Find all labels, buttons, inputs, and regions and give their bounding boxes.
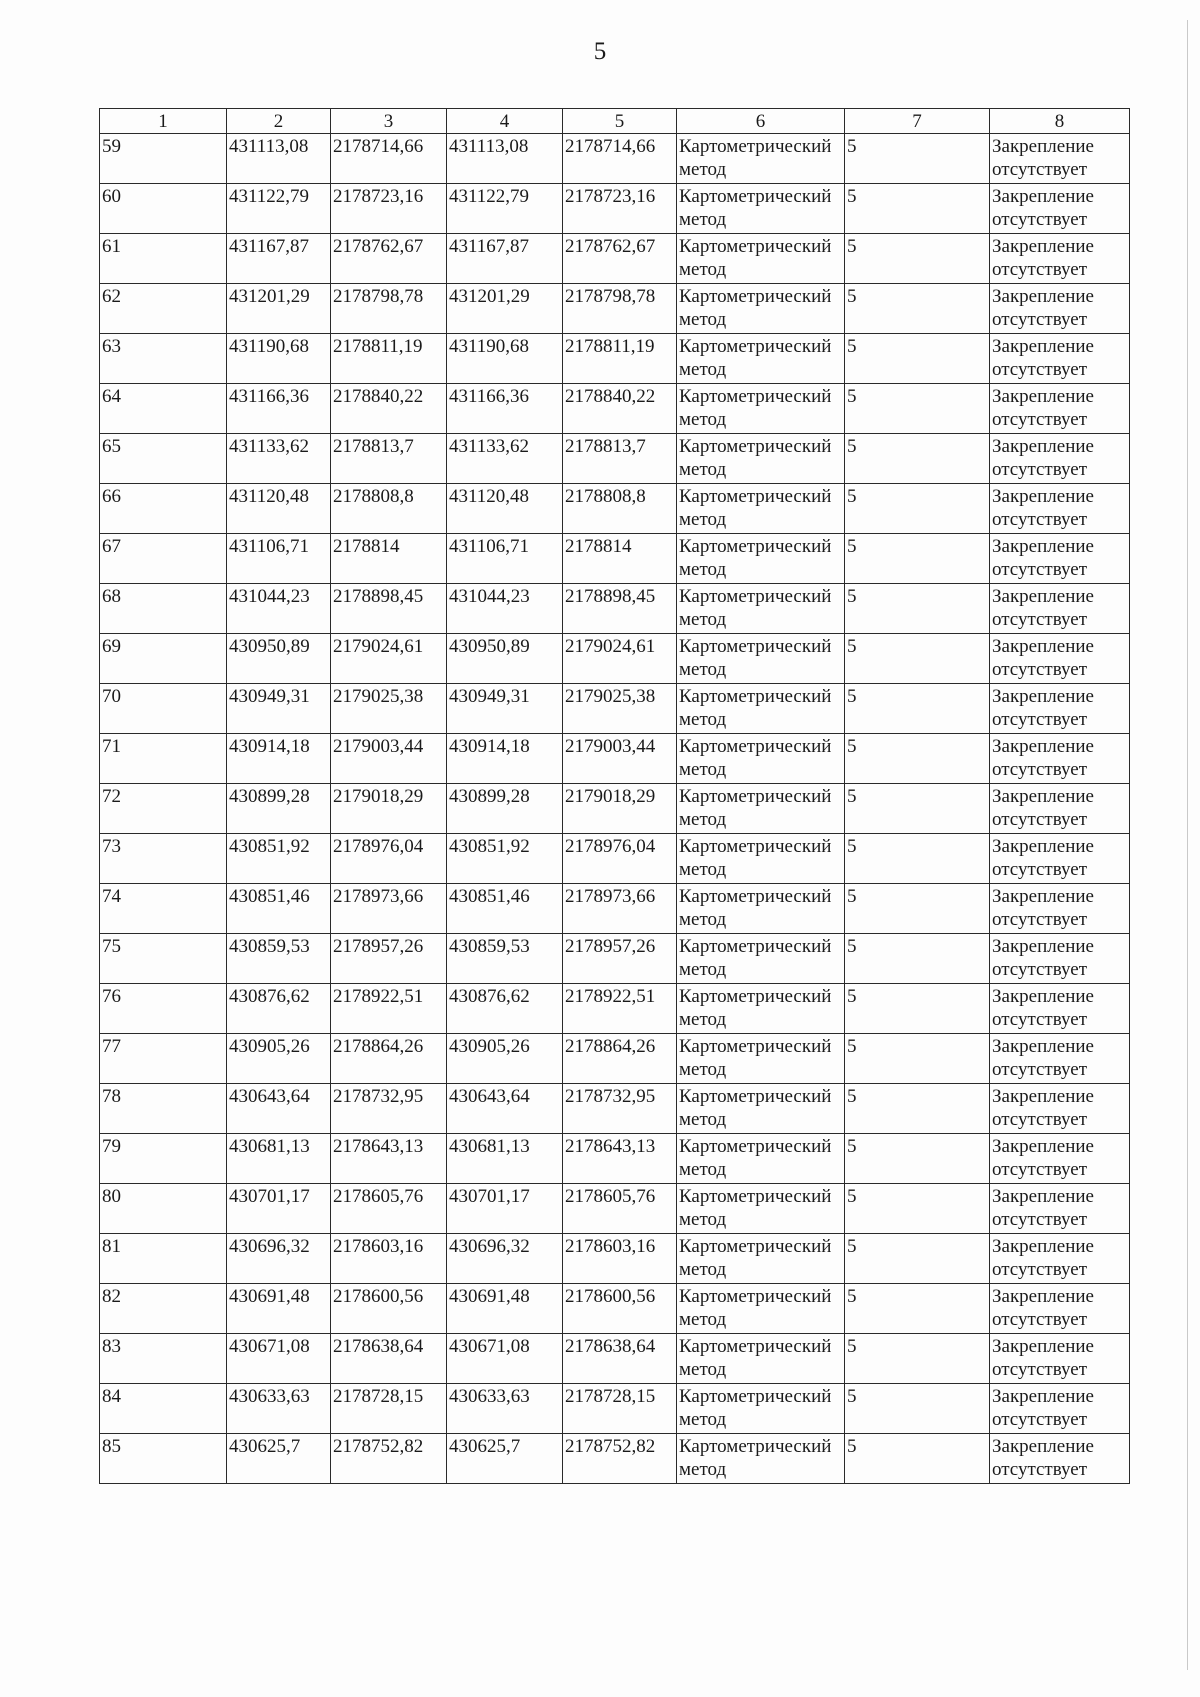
- table-cell-col-6-method: Картометрический метод: [677, 684, 845, 734]
- table-cell-col-5-y: 2178643,13: [563, 1134, 677, 1184]
- table-cell-col-3-y: 2178811,19: [331, 334, 447, 384]
- table-cell-col-6-method: Картометрический метод: [677, 834, 845, 884]
- table-cell-col-1-number: 69: [100, 634, 227, 684]
- table-cell-col-3-y: 2178973,66: [331, 884, 447, 934]
- table-cell-col-2-x: 431190,68: [227, 334, 331, 384]
- table-cell-col-2-x: 430851,46: [227, 884, 331, 934]
- table-cell-col-3-y: 2178976,04: [331, 834, 447, 884]
- scan-edge-line: [1187, 20, 1188, 1670]
- table-cell-col-5-y: 2178798,78: [563, 284, 677, 334]
- table-cell-col-4-x: 431190,68: [447, 334, 563, 384]
- table-cell-col-2-x: 430696,32: [227, 1234, 331, 1284]
- table-cell-col-2-x: 430643,64: [227, 1084, 331, 1134]
- table-row: [100, 884, 1130, 934]
- table-cell-col-2-x: 430899,28: [227, 784, 331, 834]
- table-row: [100, 284, 1130, 334]
- table-cell-col-7-accuracy: 5: [845, 334, 990, 384]
- table-cell-col-4-x: 431166,36: [447, 384, 563, 434]
- table-cell-col-6-method: Картометрический метод: [677, 634, 845, 684]
- table-cell-col-7-accuracy: 5: [845, 1234, 990, 1284]
- table-cell-col-1-number: 74: [100, 884, 227, 934]
- table-cell-col-8-fixing: Закрепление отсутствует: [990, 684, 1130, 734]
- table-cell-col-1-number: 63: [100, 334, 227, 384]
- table-cell-col-3-y: 2178922,51: [331, 984, 447, 1034]
- table-cell-col-1-number: 60: [100, 184, 227, 234]
- table-row: [100, 684, 1130, 734]
- table-cell-col-2-x: 430876,62: [227, 984, 331, 1034]
- table-cell-col-5-y: 2179024,61: [563, 634, 677, 684]
- table-cell-col-7-accuracy: 5: [845, 1084, 990, 1134]
- table-cell-col-4-x: 431133,62: [447, 434, 563, 484]
- table-cell-col-4-x: 431044,23: [447, 584, 563, 634]
- table-cell-col-7-accuracy: 5: [845, 1434, 990, 1484]
- table-cell-col-8-fixing: Закрепление отсутствует: [990, 134, 1130, 184]
- table-cell-col-5-y: 2178973,66: [563, 884, 677, 934]
- table-row: [100, 334, 1130, 384]
- table-cell-col-2-x: 430625,7: [227, 1434, 331, 1484]
- table-cell-col-2-x: 431122,79: [227, 184, 331, 234]
- table-cell-col-3-y: 2178813,7: [331, 434, 447, 484]
- table-cell-col-7-accuracy: 5: [845, 1284, 990, 1334]
- table-cell-col-2-x: 431044,23: [227, 584, 331, 634]
- table-row: [100, 1184, 1130, 1234]
- table-cell-col-8-fixing: Закрепление отсутствует: [990, 534, 1130, 584]
- table-cell-col-5-y: 2178723,16: [563, 184, 677, 234]
- table-cell-col-6-method: Картометрический метод: [677, 784, 845, 834]
- table-cell-col-8-fixing: Закрепление отсутствует: [990, 1184, 1130, 1234]
- table-cell-col-4-x: 430851,92: [447, 834, 563, 884]
- table-cell-col-6-method: Картометрический метод: [677, 984, 845, 1034]
- table-cell-col-2-x: 430914,18: [227, 734, 331, 784]
- table-cell-col-2-x: 430859,53: [227, 934, 331, 984]
- table-cell-col-3-y: 2178752,82: [331, 1434, 447, 1484]
- table-cell-col-4-x: 430681,13: [447, 1134, 563, 1184]
- table-cell-col-5-y: 2178600,56: [563, 1284, 677, 1334]
- table-cell-col-8-fixing: Закрепление отсутствует: [990, 1084, 1130, 1134]
- table-cell-col-7-accuracy: 5: [845, 534, 990, 584]
- table-cell-col-7-accuracy: 5: [845, 734, 990, 784]
- table-row: [100, 184, 1130, 234]
- table-cell-col-4-x: 430671,08: [447, 1334, 563, 1384]
- header-cell-col-5-y: 5: [563, 109, 677, 134]
- table-cell-col-8-fixing: Закрепление отсутствует: [990, 884, 1130, 934]
- table-cell-col-6-method: Картометрический метод: [677, 434, 845, 484]
- table-cell-col-6-method: Картометрический метод: [677, 1284, 845, 1334]
- table-row: [100, 1084, 1130, 1134]
- table-cell-col-3-y: 2179018,29: [331, 784, 447, 834]
- table-cell-col-7-accuracy: 5: [845, 984, 990, 1034]
- table-cell-col-5-y: 2178811,19: [563, 334, 677, 384]
- table-cell-col-5-y: 2178840,22: [563, 384, 677, 434]
- table-cell-col-1-number: 70: [100, 684, 227, 734]
- table-cell-col-5-y: 2178814: [563, 534, 677, 584]
- table-cell-col-2-x: 430701,17: [227, 1184, 331, 1234]
- table-cell-col-2-x: 430691,48: [227, 1284, 331, 1334]
- table-cell-col-7-accuracy: 5: [845, 384, 990, 434]
- table-cell-col-3-y: 2178898,45: [331, 584, 447, 634]
- table-cell-col-1-number: 85: [100, 1434, 227, 1484]
- table-cell-col-5-y: 2178808,8: [563, 484, 677, 534]
- table-cell-col-5-y: 2178762,67: [563, 234, 677, 284]
- table-cell-col-2-x: 430633,63: [227, 1384, 331, 1434]
- table-cell-col-6-method: Картометрический метод: [677, 484, 845, 534]
- table-cell-col-6-method: Картометрический метод: [677, 1184, 845, 1234]
- table-cell-col-3-y: 2178600,56: [331, 1284, 447, 1334]
- table-cell-col-4-x: 430950,89: [447, 634, 563, 684]
- table-cell-col-8-fixing: Закрепление отсутствует: [990, 234, 1130, 284]
- table-cell-col-1-number: 73: [100, 834, 227, 884]
- header-cell-col-2-x: 2: [227, 109, 331, 134]
- table-cell-col-6-method: Картометрический метод: [677, 1134, 845, 1184]
- table-cell-col-6-method: Картометрический метод: [677, 1384, 845, 1434]
- table-row: [100, 434, 1130, 484]
- table-cell-col-7-accuracy: 5: [845, 1184, 990, 1234]
- header-cell-col-4-x: 4: [447, 109, 563, 134]
- table-row: [100, 1234, 1130, 1284]
- table-cell-col-6-method: Картометрический метод: [677, 1434, 845, 1484]
- table-cell-col-8-fixing: Закрепление отсутствует: [990, 1284, 1130, 1334]
- table-header-row: [100, 109, 1130, 134]
- table-cell-col-3-y: 2178762,67: [331, 234, 447, 284]
- table-cell-col-1-number: 64: [100, 384, 227, 434]
- table-cell-col-7-accuracy: 5: [845, 484, 990, 534]
- table-cell-col-1-number: 79: [100, 1134, 227, 1184]
- table-cell-col-5-y: 2178922,51: [563, 984, 677, 1034]
- table-cell-col-5-y: 2178898,45: [563, 584, 677, 634]
- header-cell-col-3-y: 3: [331, 109, 447, 134]
- table-cell-col-4-x: 430633,63: [447, 1384, 563, 1434]
- coordinates-table: [99, 108, 1130, 1484]
- table-cell-col-7-accuracy: 5: [845, 884, 990, 934]
- table-row: [100, 484, 1130, 534]
- table-cell-col-1-number: 84: [100, 1384, 227, 1434]
- table-row: [100, 934, 1130, 984]
- table-cell-col-1-number: 81: [100, 1234, 227, 1284]
- table-row: [100, 734, 1130, 784]
- table-cell-col-1-number: 76: [100, 984, 227, 1034]
- header-cell-col-6-method: 6: [677, 109, 845, 134]
- table-cell-col-3-y: 2178798,78: [331, 284, 447, 334]
- table-cell-col-5-y: 2178605,76: [563, 1184, 677, 1234]
- table-cell-col-4-x: 431106,71: [447, 534, 563, 584]
- table-cell-col-8-fixing: Закрепление отсутствует: [990, 634, 1130, 684]
- table-cell-col-6-method: Картометрический метод: [677, 334, 845, 384]
- table-cell-col-3-y: 2178728,15: [331, 1384, 447, 1434]
- table-cell-col-8-fixing: Закрепление отсутствует: [990, 784, 1130, 834]
- table-cell-col-1-number: 68: [100, 584, 227, 634]
- table-cell-col-4-x: 430899,28: [447, 784, 563, 834]
- table-cell-col-6-method: Картометрический метод: [677, 1234, 845, 1284]
- table-cell-col-7-accuracy: 5: [845, 184, 990, 234]
- table-cell-col-7-accuracy: 5: [845, 834, 990, 884]
- table-cell-col-7-accuracy: 5: [845, 1334, 990, 1384]
- table-cell-col-4-x: 430876,62: [447, 984, 563, 1034]
- table-cell-col-4-x: 431113,08: [447, 134, 563, 184]
- table-cell-col-2-x: 430681,13: [227, 1134, 331, 1184]
- table-cell-col-3-y: 2178643,13: [331, 1134, 447, 1184]
- table-cell-col-5-y: 2178728,15: [563, 1384, 677, 1434]
- table-cell-col-4-x: 431120,48: [447, 484, 563, 534]
- table-row: [100, 1384, 1130, 1434]
- table-cell-col-7-accuracy: 5: [845, 284, 990, 334]
- table-cell-col-2-x: 430851,92: [227, 834, 331, 884]
- table-cell-col-3-y: 2178714,66: [331, 134, 447, 184]
- table-cell-col-3-y: 2178605,76: [331, 1184, 447, 1234]
- table-row: [100, 1134, 1130, 1184]
- table-row: [100, 234, 1130, 284]
- table-cell-col-3-y: 2178723,16: [331, 184, 447, 234]
- table-cell-col-8-fixing: Закрепление отсутствует: [990, 184, 1130, 234]
- table-row: [100, 634, 1130, 684]
- table-cell-col-6-method: Картометрический метод: [677, 934, 845, 984]
- table-cell-col-1-number: 80: [100, 1184, 227, 1234]
- table-cell-col-5-y: 2178732,95: [563, 1084, 677, 1134]
- table-cell-col-3-y: 2178732,95: [331, 1084, 447, 1134]
- table-cell-col-1-number: 61: [100, 234, 227, 284]
- table-cell-col-4-x: 431122,79: [447, 184, 563, 234]
- table-cell-col-8-fixing: Закрепление отсутствует: [990, 434, 1130, 484]
- table-cell-col-1-number: 83: [100, 1334, 227, 1384]
- table-row: [100, 984, 1130, 1034]
- table-cell-col-8-fixing: Закрепление отсутствует: [990, 284, 1130, 334]
- table-cell-col-1-number: 78: [100, 1084, 227, 1134]
- table-cell-col-7-accuracy: 5: [845, 434, 990, 484]
- table-cell-col-1-number: 66: [100, 484, 227, 534]
- table-row: [100, 134, 1130, 184]
- table-cell-col-2-x: 431113,08: [227, 134, 331, 184]
- table-cell-col-8-fixing: Закрепление отсутствует: [990, 484, 1130, 534]
- table-cell-col-3-y: 2178864,26: [331, 1034, 447, 1084]
- table-cell-col-4-x: 430851,46: [447, 884, 563, 934]
- table-cell-col-6-method: Картометрический метод: [677, 384, 845, 434]
- table-row: [100, 834, 1130, 884]
- table-cell-col-7-accuracy: 5: [845, 1134, 990, 1184]
- table-cell-col-6-method: Картометрический метод: [677, 234, 845, 284]
- table-cell-col-4-x: 431201,29: [447, 284, 563, 334]
- table-cell-col-7-accuracy: 5: [845, 584, 990, 634]
- table-cell-col-6-method: Картометрический метод: [677, 134, 845, 184]
- table-cell-col-6-method: Картометрический метод: [677, 1034, 845, 1084]
- table-cell-col-3-y: 2179024,61: [331, 634, 447, 684]
- table-cell-col-4-x: 430905,26: [447, 1034, 563, 1084]
- table-cell-col-1-number: 59: [100, 134, 227, 184]
- table-cell-col-1-number: 82: [100, 1284, 227, 1334]
- table-cell-col-8-fixing: Закрепление отсутствует: [990, 1234, 1130, 1284]
- table-cell-col-3-y: 2178638,64: [331, 1334, 447, 1384]
- table-cell-col-5-y: 2178864,26: [563, 1034, 677, 1084]
- table-cell-col-2-x: 431167,87: [227, 234, 331, 284]
- page-number: 5: [593, 38, 607, 65]
- table-cell-col-8-fixing: Закрепление отсутствует: [990, 584, 1130, 634]
- table-cell-col-5-y: 2178813,7: [563, 434, 677, 484]
- table-cell-col-2-x: 431166,36: [227, 384, 331, 434]
- table-row: [100, 784, 1130, 834]
- table-cell-col-6-method: Картометрический метод: [677, 284, 845, 334]
- table-cell-col-7-accuracy: 5: [845, 134, 990, 184]
- header-cell-col-1-number: 1: [100, 109, 227, 134]
- table-cell-col-2-x: 430949,31: [227, 684, 331, 734]
- table-cell-col-2-x: 431133,62: [227, 434, 331, 484]
- table-cell-col-4-x: 430914,18: [447, 734, 563, 784]
- table-cell-col-7-accuracy: 5: [845, 1384, 990, 1434]
- table-cell-col-8-fixing: Закрепление отсутствует: [990, 984, 1130, 1034]
- table-cell-col-5-y: 2179018,29: [563, 784, 677, 834]
- table-cell-col-4-x: 430691,48: [447, 1284, 563, 1334]
- table-cell-col-2-x: 431120,48: [227, 484, 331, 534]
- table-cell-col-1-number: 62: [100, 284, 227, 334]
- table-cell-col-6-method: Картометрический метод: [677, 884, 845, 934]
- table-cell-col-1-number: 77: [100, 1034, 227, 1084]
- table-cell-col-5-y: 2178957,26: [563, 934, 677, 984]
- table-row: [100, 1434, 1130, 1484]
- table-cell-col-3-y: 2179025,38: [331, 684, 447, 734]
- table-cell-col-1-number: 67: [100, 534, 227, 584]
- table-cell-col-7-accuracy: 5: [845, 634, 990, 684]
- table-cell-col-2-x: 430905,26: [227, 1034, 331, 1084]
- table-cell-col-7-accuracy: 5: [845, 784, 990, 834]
- table-cell-col-5-y: 2178603,16: [563, 1234, 677, 1284]
- table-cell-col-1-number: 75: [100, 934, 227, 984]
- table-cell-col-8-fixing: Закрепление отсутствует: [990, 934, 1130, 984]
- table-cell-col-8-fixing: Закрепление отсутствует: [990, 1034, 1130, 1084]
- header-cell-col-8-fixing: 8: [990, 109, 1130, 134]
- table-cell-col-5-y: 2178714,66: [563, 134, 677, 184]
- table-cell-col-6-method: Картометрический метод: [677, 534, 845, 584]
- table-cell-col-8-fixing: Закрепление отсутствует: [990, 834, 1130, 884]
- table-cell-col-6-method: Картометрический метод: [677, 584, 845, 634]
- table-cell-col-7-accuracy: 5: [845, 1034, 990, 1084]
- table-row: [100, 584, 1130, 634]
- table-cell-col-3-y: 2178814: [331, 534, 447, 584]
- table-cell-col-1-number: 71: [100, 734, 227, 784]
- table-cell-col-4-x: 430625,7: [447, 1434, 563, 1484]
- table-cell-col-8-fixing: Закрепление отсутствует: [990, 384, 1130, 434]
- table-row: [100, 1284, 1130, 1334]
- table-row: [100, 534, 1130, 584]
- table-cell-col-8-fixing: Закрепление отсутствует: [990, 1384, 1130, 1434]
- table-cell-col-4-x: 430701,17: [447, 1184, 563, 1234]
- table-cell-col-4-x: 430859,53: [447, 934, 563, 984]
- table-cell-col-1-number: 65: [100, 434, 227, 484]
- table-cell-col-4-x: 430643,64: [447, 1084, 563, 1134]
- table-cell-col-6-method: Картометрический метод: [677, 734, 845, 784]
- table-cell-col-5-y: 2179025,38: [563, 684, 677, 734]
- table-cell-col-2-x: 431106,71: [227, 534, 331, 584]
- table-cell-col-3-y: 2179003,44: [331, 734, 447, 784]
- table-cell-col-4-x: 430696,32: [447, 1234, 563, 1284]
- table-row: [100, 384, 1130, 434]
- table-cell-col-8-fixing: Закрепление отсутствует: [990, 734, 1130, 784]
- table-cell-col-3-y: 2178957,26: [331, 934, 447, 984]
- table-cell-col-6-method: Картометрический метод: [677, 1334, 845, 1384]
- table-row: [100, 1334, 1130, 1384]
- table-cell-col-7-accuracy: 5: [845, 684, 990, 734]
- table-cell-col-1-number: 72: [100, 784, 227, 834]
- table-cell-col-3-y: 2178840,22: [331, 384, 447, 434]
- table-cell-col-8-fixing: Закрепление отсутствует: [990, 1434, 1130, 1484]
- table-cell-col-5-y: 2178638,64: [563, 1334, 677, 1384]
- table-cell-col-5-y: 2179003,44: [563, 734, 677, 784]
- table-cell-col-4-x: 430949,31: [447, 684, 563, 734]
- table-cell-col-2-x: 431201,29: [227, 284, 331, 334]
- table-cell-col-3-y: 2178808,8: [331, 484, 447, 534]
- table-row: [100, 1034, 1130, 1084]
- table-cell-col-6-method: Картометрический метод: [677, 1084, 845, 1134]
- table-cell-col-2-x: 430950,89: [227, 634, 331, 684]
- table-cell-col-2-x: 430671,08: [227, 1334, 331, 1384]
- table-cell-col-5-y: 2178752,82: [563, 1434, 677, 1484]
- table-cell-col-8-fixing: Закрепление отсутствует: [990, 334, 1130, 384]
- table-cell-col-3-y: 2178603,16: [331, 1234, 447, 1284]
- table-cell-col-8-fixing: Закрепление отсутствует: [990, 1334, 1130, 1384]
- table-cell-col-7-accuracy: 5: [845, 234, 990, 284]
- table-cell-col-7-accuracy: 5: [845, 934, 990, 984]
- table-cell-col-6-method: Картометрический метод: [677, 184, 845, 234]
- table-cell-col-5-y: 2178976,04: [563, 834, 677, 884]
- header-cell-col-7-accuracy: 7: [845, 109, 990, 134]
- table-cell-col-8-fixing: Закрепление отсутствует: [990, 1134, 1130, 1184]
- table-cell-col-4-x: 431167,87: [447, 234, 563, 284]
